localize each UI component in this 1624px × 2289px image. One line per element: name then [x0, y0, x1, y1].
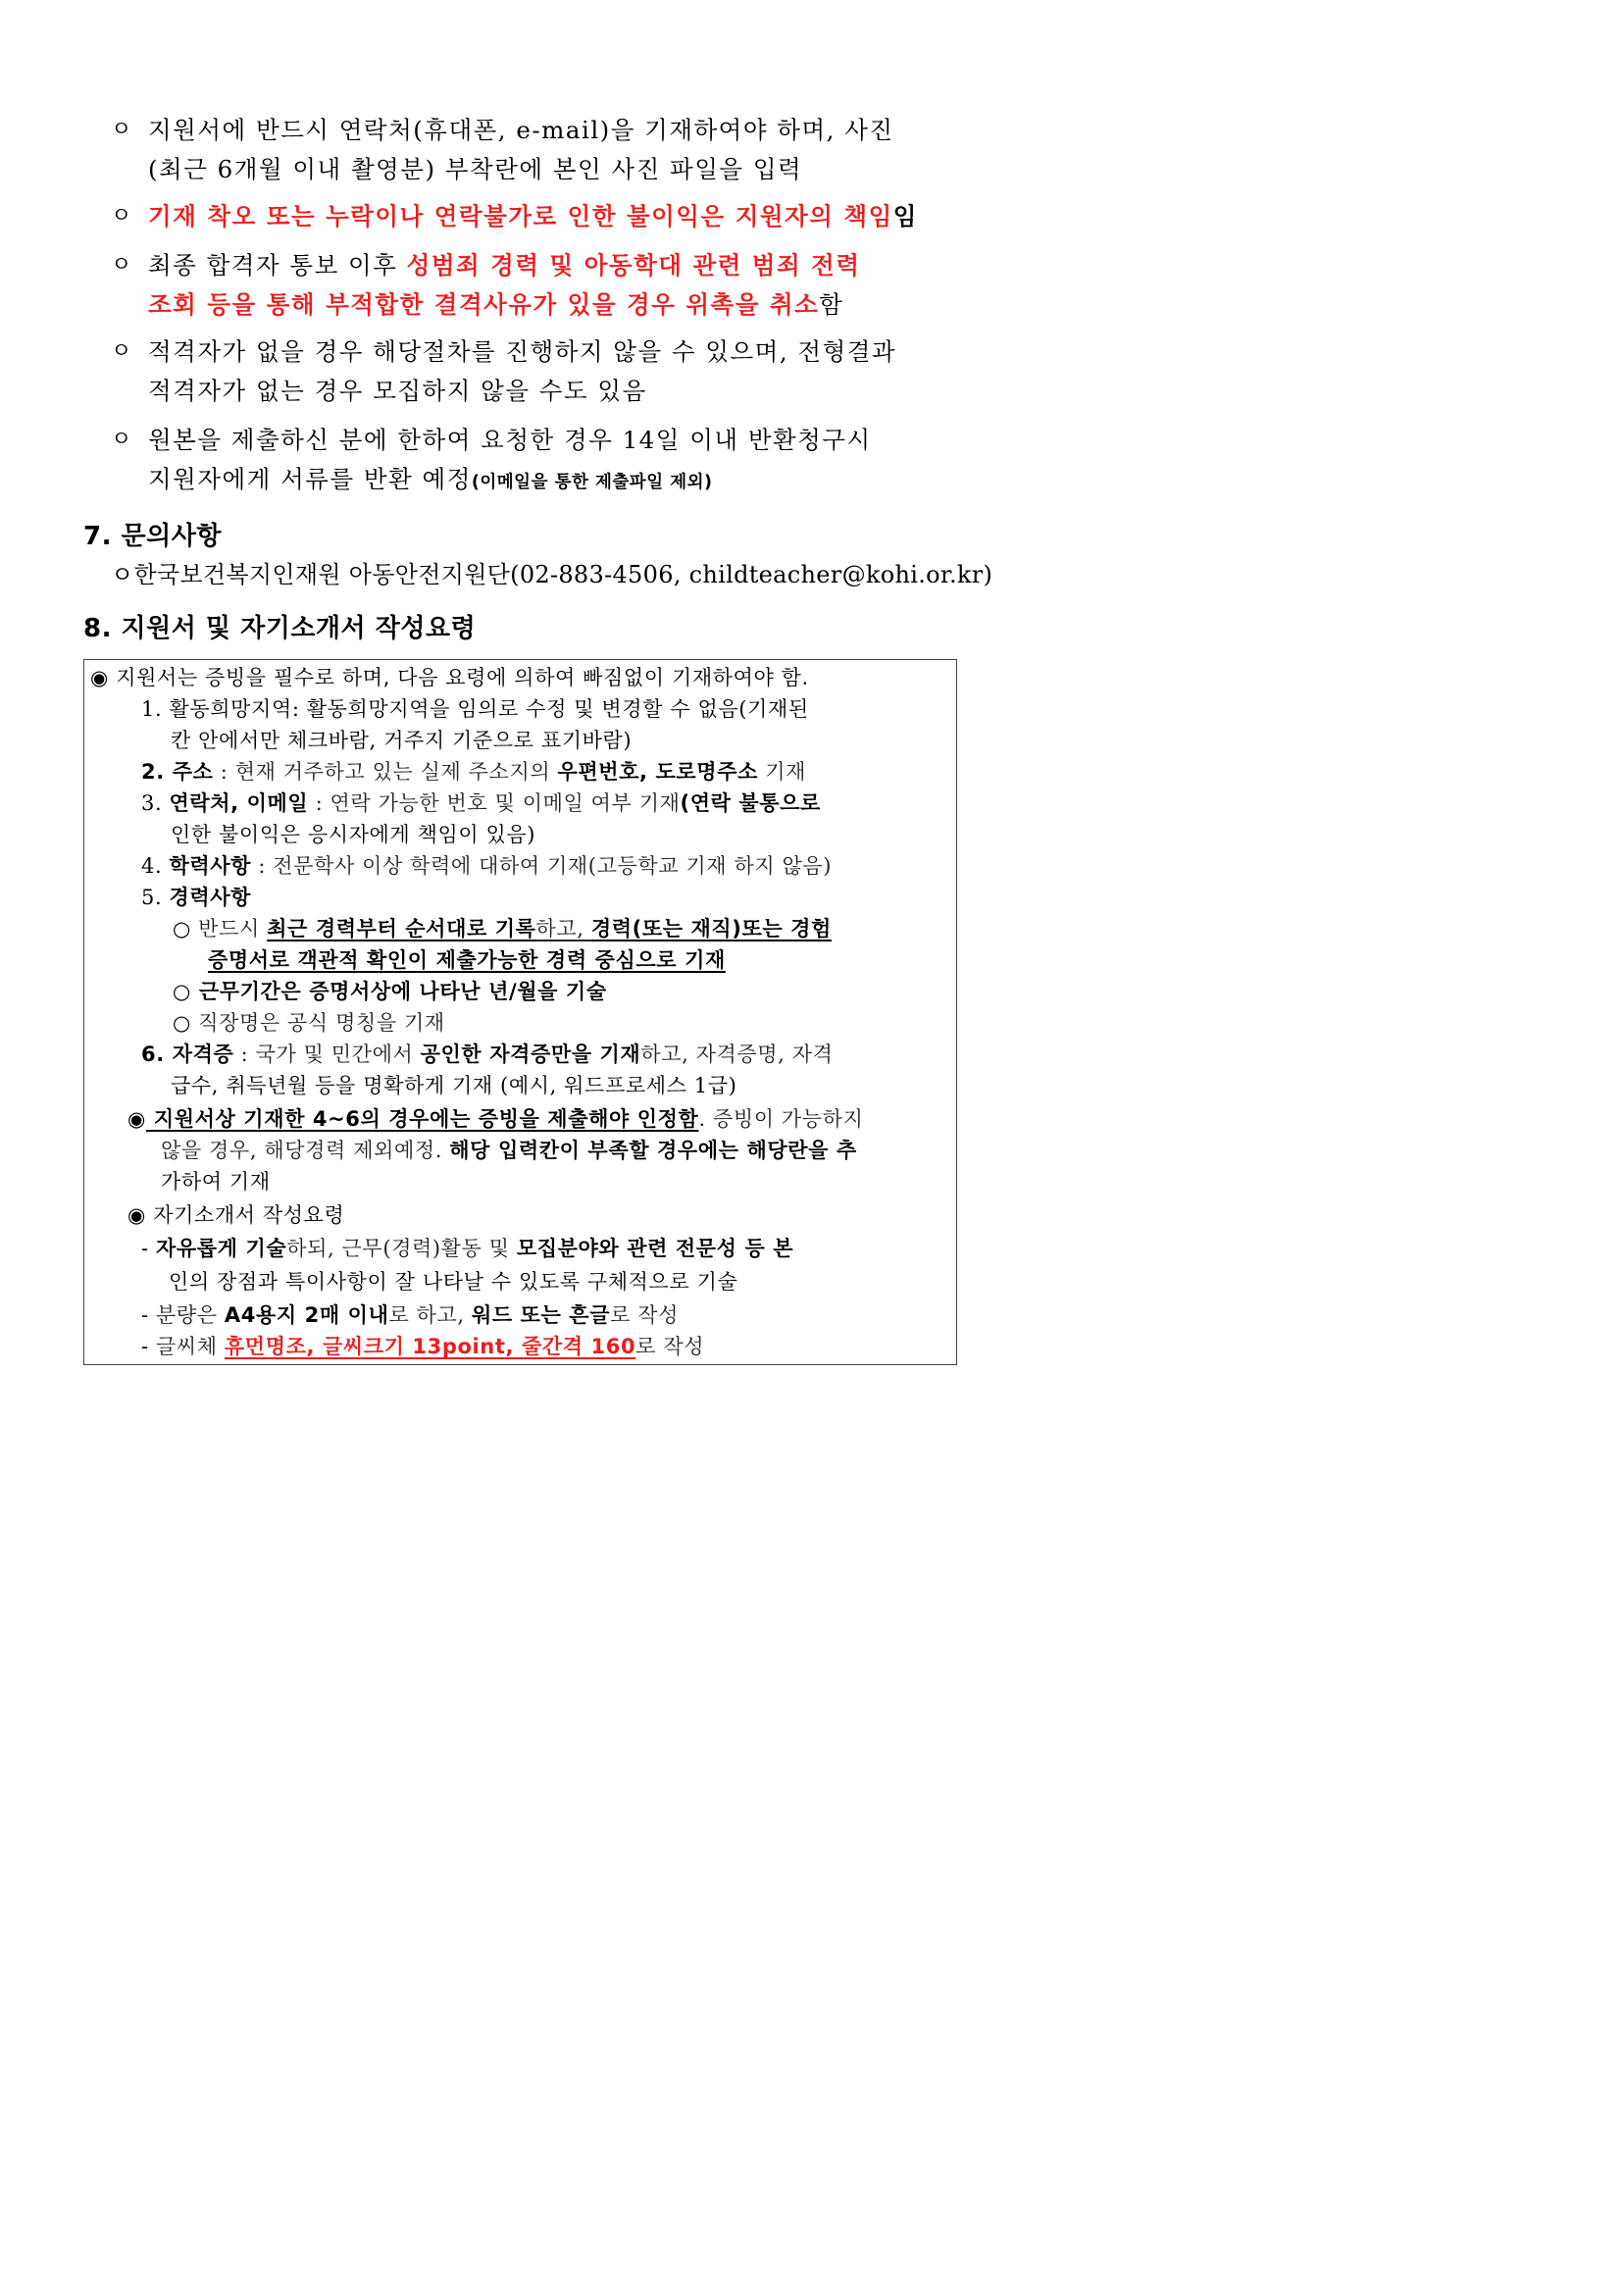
bullet-mark: ㅇ	[111, 253, 132, 278]
guidelines-box	[83, 659, 957, 1365]
bullet-contact-photo	[111, 111, 974, 189]
item-3-label: 연락처, 이메일	[169, 791, 309, 815]
bullet-mark: ㅇ	[111, 339, 132, 364]
box-intro: ◉ 지원서는 증빙을 필수로 하며, 다음 요령에 의하여 빠짐없이 기재하여야 함.	[90, 666, 809, 689]
sub-1-text: 반드시	[190, 917, 268, 941]
item-5-sub-2	[173, 976, 607, 1007]
item-6-tail: 하고, 자격증명, 자격	[640, 1043, 834, 1066]
item-4-num: 4.	[141, 854, 170, 878]
bullet-criminal-check	[111, 246, 974, 325]
bullet-mark: ㅇ	[111, 204, 132, 229]
item-5-label: 경력사항	[169, 886, 252, 909]
cover-letter-rule-1	[141, 1233, 793, 1264]
bullseye-icon: ◉	[127, 1107, 146, 1131]
circle-icon: ○	[173, 1011, 191, 1035]
section-7-heading: 7. 문의사항	[83, 522, 222, 551]
bullet-applicant-responsibility	[111, 197, 974, 236]
item-5-sub-1	[173, 913, 832, 944]
evidence-note-emph-2: 해당 입력칸이 부족할 경우에는 해당란을 추	[449, 1139, 857, 1162]
item-6	[141, 1039, 834, 1070]
bullet-line: 적격자가 없을 경우 해당절차를 진행하지 않을 수 있으며, 전형결과	[148, 337, 897, 366]
sub-1-emph-3: 증명서로 객관적 확인이 제출가능한 경력 중심으로 기재	[208, 948, 726, 972]
item-2-label: 2. 주소	[141, 760, 214, 784]
circle-icon: ○	[173, 980, 191, 1003]
sub-2-text: 근무기간은 증명서상에 나타난 년/월을 기술	[190, 980, 607, 1003]
rule-2-text: 분량은	[155, 1303, 225, 1327]
bullet-mark: ㅇ	[111, 428, 132, 452]
item-3-text: : 연락 가능한 번호 및 이메일 여부 기재	[308, 791, 681, 815]
dash-marker: -	[141, 1237, 156, 1260]
cover-letter-rule-2	[141, 1299, 679, 1331]
cover-letter-rule-3	[141, 1331, 704, 1362]
item-3	[141, 788, 821, 819]
item-2	[141, 756, 806, 788]
sub-1-emph-2: 경력(또는 재직)또는 경험	[590, 917, 832, 941]
evidence-note-emph: 지원서상 기재한 4~6의 경우에는 증빙을 제출해야 인정함	[145, 1107, 699, 1131]
rule-2-emph: A4용지 2매 이내	[224, 1303, 389, 1327]
item-5	[141, 882, 251, 913]
item-2-text: : 현재 거주하고 있는 실제 주소지의	[213, 760, 558, 784]
item-2-tail: 기재	[757, 760, 807, 784]
bullet-tail: 함	[819, 290, 844, 319]
inquiry-contact: ㅇ한국보건복지인재원 아동안전지원단(02-883-4506, childteacher@kohi.or.kr)	[111, 561, 993, 588]
sub-1-emph: 최근 경력부터 순서대로 기록	[267, 917, 536, 941]
bullet-document-return	[111, 421, 974, 502]
item-6-cont: 급수, 취득년월 등을 명확하게 기재 (예시, 워드프로세스 1급)	[171, 1074, 737, 1097]
bullet-line: (최근 6개월 이내 촬영분) 부착란에 본인 사진 파일을 입력	[148, 155, 803, 183]
cover-letter-intro: ◉ 자기소개서 작성요령	[127, 1203, 345, 1227]
rule-2-tail: 로 작성	[610, 1303, 680, 1327]
sub-1-mid: 하고,	[535, 917, 591, 941]
item-4	[141, 850, 832, 882]
rule-3-emph: 휴먼명조, 글씨크기 13point, 줄간격 160	[224, 1335, 636, 1358]
item-1: 1. 활동희망지역: 활동희망지역을 임의로 수정 및 변경할 수 없음(기재된	[141, 697, 809, 721]
bullet-line: 원본을 제출하신 분에 한하여 요청한 경우 14일 이내 반환청구시	[148, 426, 872, 454]
rule-2-text-2: 로 하고,	[388, 1303, 472, 1327]
item-4-label: 학력사항	[169, 854, 252, 878]
item-5-num: 5.	[141, 886, 170, 909]
bullet-no-qualified	[111, 332, 974, 411]
section-8-heading: 8. 지원서 및 자기소개서 작성요령	[83, 614, 477, 643]
bullet-line: 적격자가 없는 경우 모집하지 않을 수도 있음	[148, 377, 647, 405]
rule-3-text: 글씨체	[155, 1335, 225, 1358]
item-5-sub-3	[173, 1007, 445, 1039]
rule-1-emph-2: 모집분야와 관련 전문성 등 본	[516, 1237, 794, 1260]
cover-letter-rule-1-cont: 인의 장점과 특이사항이 잘 나타날 수 있도록 구체적으로 기술	[169, 1270, 738, 1294]
warning-text: 기재 착오 또는 누락이나 연락불가로 인한 불이익은 지원자의 책임	[148, 202, 893, 230]
item-5-sub-1-cont	[208, 944, 726, 976]
bullet-tail: 임	[892, 202, 918, 230]
sub-3-text: 직장명은 공식 명칭을 기재	[190, 1011, 445, 1035]
document-page	[0, 0, 1082, 1531]
item-3-cont: 인한 불이익은 응시자에게 책임이 있음)	[171, 823, 536, 846]
evidence-note-text: . 증빙이 가능하지	[698, 1107, 864, 1131]
item-6-label: 6. 자격증	[141, 1043, 234, 1066]
evidence-note	[127, 1103, 863, 1135]
evidence-note-text-2: 않을 경우, 해당경력 제외예정.	[161, 1139, 450, 1162]
bullet-lead: 최종 합격자 통보 이후	[148, 251, 407, 280]
dash-marker: -	[141, 1303, 156, 1327]
item-6-emph: 공인한 자격증만을 기재	[420, 1043, 641, 1066]
bullet-mark: ㅇ	[111, 118, 132, 142]
evidence-note-cont	[161, 1135, 857, 1166]
item-3-emph: (연락 불통으로	[680, 791, 821, 815]
item-3-num: 3.	[141, 791, 170, 815]
rule-2-emph-2: 워드 또는 흔글	[471, 1303, 611, 1327]
item-4-text: : 전문학사 이상 학력에 대하여 기재(고등학교 기재 하지 않음)	[251, 854, 833, 878]
dash-marker: -	[141, 1335, 156, 1358]
bullet-line: 지원자에게 서류를 반환 예정	[148, 465, 472, 493]
evidence-note-cont-2: 가하여 기재	[161, 1170, 271, 1194]
item-2-emph: 우편번호, 도로명주소	[557, 760, 758, 784]
warning-text: 조회 등을 통해 부적합한 결격사유가 있을 경우 위촉을 취소	[148, 290, 820, 319]
bullet-line: 지원서에 반드시 연락처(휴대폰, e-mail)을 기재하여야 하며, 사진	[148, 116, 894, 144]
rule-1-emph: 자유롭게 기술	[155, 1237, 287, 1260]
bullet-note: (이메일을 통한 제출파일 제외)	[471, 473, 713, 492]
circle-icon: ○	[173, 917, 191, 941]
item-6-text: : 국가 및 민간에서	[233, 1043, 421, 1066]
rule-1-text: 하되, 근무(경력)활동 및	[286, 1237, 517, 1260]
item-1-cont: 칸 안에서만 체크바람, 거주지 기준으로 표기바람)	[171, 729, 633, 752]
rule-3-tail: 로 작성	[635, 1335, 705, 1358]
warning-text: 성범죄 경력 및 아동학대 관련 범죄 전력	[406, 251, 861, 280]
